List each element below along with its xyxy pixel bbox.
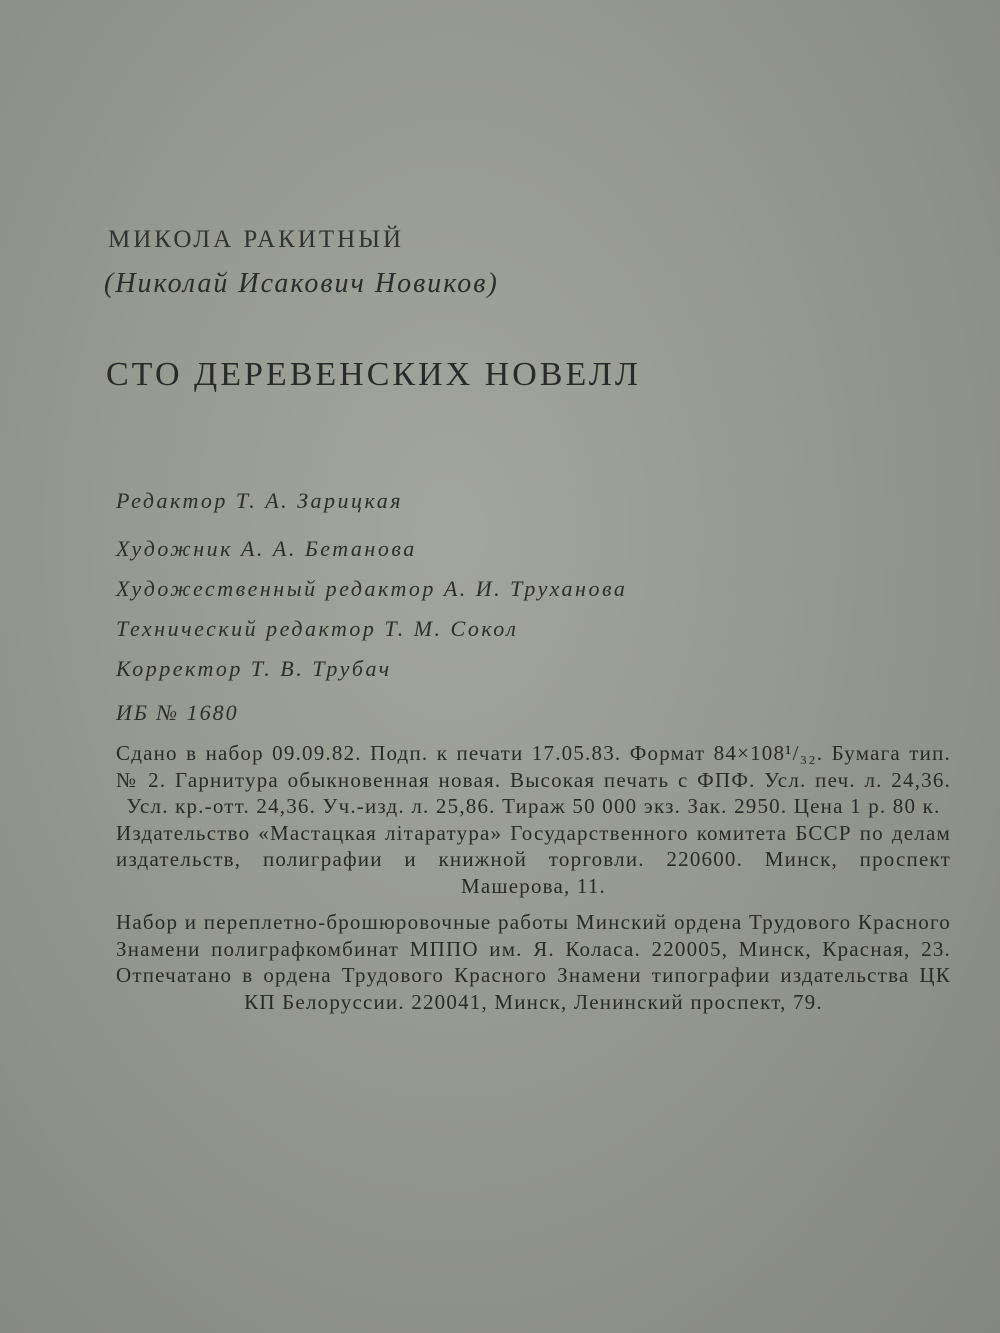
book-title: СТО ДЕРЕВЕНСКИХ НОВЕЛЛ	[106, 356, 641, 393]
imprint-publisher: Издательство «Мастацкая лiтаратура» Государственного комитета БССР по делам издательств, полиграфии и книжной торговли. 220600. Минск, проспект Машерова, 11.	[116, 820, 951, 898]
imprint-block	[116, 740, 951, 1015]
ib-number: ИБ № 1680	[116, 700, 239, 725]
credit-technical-editor: Технический редактор Т. М. Сокол	[116, 616, 519, 641]
imprint-printing: Набор и переплетно-брошюровочные работы Минский ордена Трудового Красного Знамени полиграфкомбинат МППО им. Я. Коласа. 220005, Минск, Красная, 23. Отпечатано в ордена Трудового Красного Знамени типографии издательства ЦК КП Белоруссии. 220041, Минск, Ленинский проспект, 79.	[116, 910, 951, 1014]
author-pen-name: МИКОЛА РАКИТНЫЙ	[108, 226, 405, 253]
imprint-production: Сдано в набор 09.09.82. Подп. к печати 17.05.83. Формат 84×108¹/₃₂. Бумага тип. № 2. Гарнитура обыкновенная новая. Высокая печать с ФПФ. Усл. печ. л. 24,36. Усл. кр.-отт. 24,36. Уч.-изд. л. 25,86. Тираж 50 000 экз. Зак. 2950. Цена 1 р. 80 к.	[116, 741, 951, 818]
credit-proofreader: Корректор Т. В. Трубач	[116, 656, 392, 681]
author-real-name: (Николай Исакович Новиков)	[104, 268, 499, 299]
credit-illustrator: Художник А. А. Бетанова	[116, 536, 417, 561]
credit-art-editor: Художественный редактор А. И. Труханова	[116, 576, 628, 601]
credit-editor: Редактор Т. А. Зарицкая	[116, 488, 404, 513]
